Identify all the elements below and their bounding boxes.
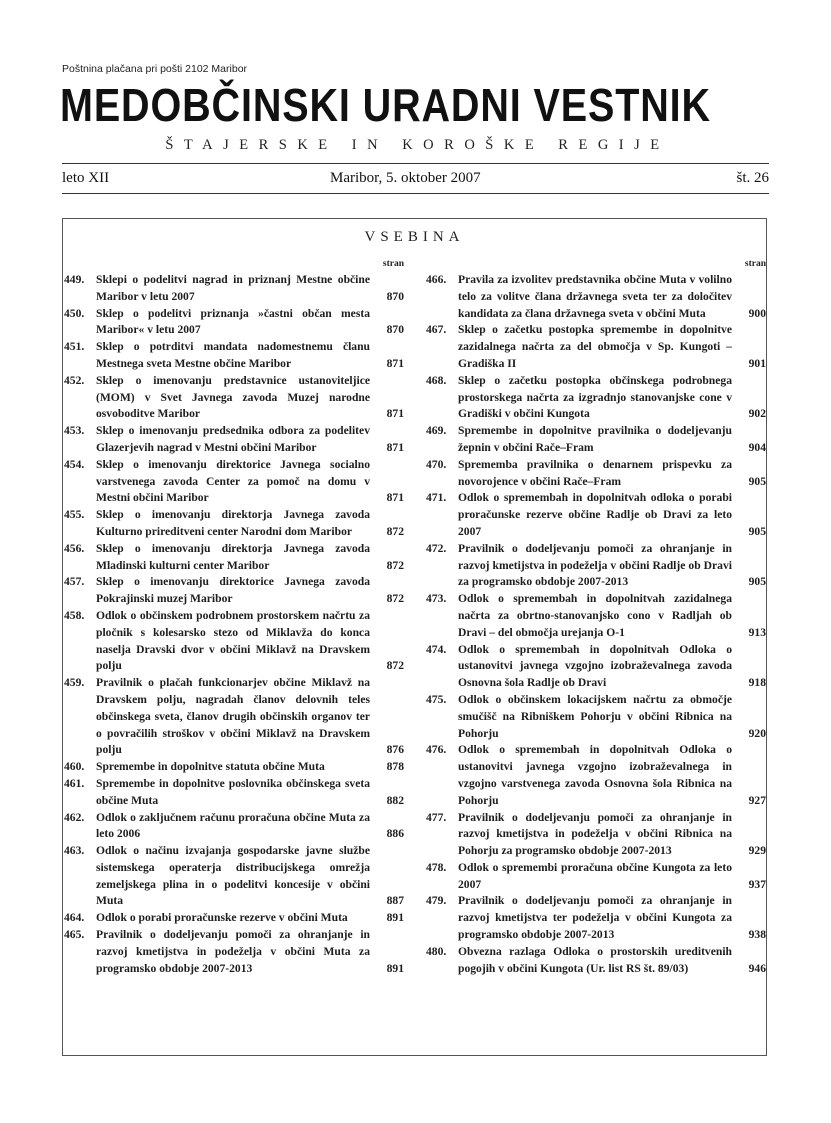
entry-number: 464. [64, 911, 85, 925]
entry-page: 872 [386, 524, 404, 538]
entry-title: Pravilnik o dodeljevanju pomoči za ohranjanje in razvoj kmetijstva in podeželja v občini Muta za programsko obdobje 2007-2013 [96, 928, 370, 975]
contents-entry [64, 927, 404, 977]
entry-page: 927 [748, 793, 766, 807]
entry-title: Sklep o imenovanju direktorja Javnega zavoda Mladinski kulturni center Maribor [96, 541, 370, 572]
entry-page: 882 [386, 793, 404, 807]
contents-entry [426, 457, 766, 491]
entry-number: 460. [64, 760, 85, 774]
entry-page: 938 [748, 928, 766, 942]
entry-page: 918 [748, 676, 766, 690]
entry-number: 475. [426, 692, 447, 706]
contents-entry [64, 574, 404, 608]
contents-entry [426, 490, 766, 540]
entry-number: 454. [64, 457, 85, 471]
contents-entry [426, 944, 766, 978]
issue-year: leto XII [62, 170, 110, 186]
entry-number: 462. [64, 810, 85, 824]
entry-number: 468. [426, 373, 447, 387]
entry-number: 477. [426, 810, 447, 824]
contents-entry [426, 541, 766, 591]
entry-number: 461. [64, 776, 85, 790]
entry-page: 872 [386, 558, 404, 572]
page-column-label: stran [744, 259, 766, 269]
contents-heading: VSEBINA [364, 229, 465, 245]
entry-number: 452. [64, 373, 85, 387]
entry-page: 901 [748, 356, 766, 370]
entry-page: 900 [748, 306, 766, 320]
contents-entry [426, 423, 766, 457]
contents-entry [426, 893, 766, 943]
contents-entry [64, 776, 404, 810]
entry-title: Odlok o občinskem podrobnem prostorskem načrtu za pločnik s kolesarsko stezo od Miklavža do konca naselja Dravski dvor v občini Miklavž na Dravskem polju [96, 608, 370, 673]
entry-title: Sklep o potrditvi mandata nadomestnemu članu Mestnega sveta Mestne občine Maribor [96, 340, 370, 370]
contents-entry [64, 423, 404, 457]
entry-title: Spremembe in dopolnitve pravilnika o dodeljevanju žepnin v občini Rače–Fram [458, 424, 732, 454]
entry-title: Spremembe in dopolnitve statuta občine Muta [96, 760, 325, 774]
entry-number: 469. [426, 424, 447, 438]
entry-page: 870 [386, 289, 404, 303]
entry-number: 463. [64, 844, 85, 858]
entry-title: Odlok o načinu izvajanja gospodarske javne službe sistemskega operaterja distribucijskega omrežja zemeljskega plina in o podelitvi koncesije v občini Muta [96, 844, 370, 908]
entry-page: 891 [386, 911, 404, 925]
entry-title: Sklep o začetku postopka občinskega podrobnega prostorskega načrta za izgradnjo stanovanjske cone v Gradiški v občini Kungota [458, 373, 732, 421]
entry-page: 870 [386, 323, 404, 337]
contents-entry [64, 843, 404, 910]
entry-title: Sprememba pravilnika o denarnem prispevku za novorojence v občini Rače–Fram [458, 457, 732, 488]
contents-entry [64, 306, 404, 340]
entry-number: 459. [64, 676, 85, 690]
entry-page: 905 [748, 524, 766, 538]
entry-page: 929 [748, 844, 766, 858]
contents-column-right [426, 258, 766, 977]
contents-column-left [64, 258, 404, 977]
entry-number: 470. [426, 457, 447, 471]
entry-title: Sklep o imenovanju predsednika odbora za podelitev Glazerjevih nagrad v Mestni občini Maribor [96, 424, 370, 454]
contents-entry [426, 810, 766, 860]
entry-title: Odlok o spremembah in dopolnitvah Odloka o ustanovitvi javnega vzgojno izobraževalnega in vzgojno varstvenega zavoda Osnovna šola Ribnica na Pohorju [458, 743, 732, 807]
entry-page: 876 [386, 743, 404, 757]
entry-number: 450. [64, 306, 85, 320]
entry-page: 871 [386, 440, 404, 454]
entry-number: 456. [64, 541, 85, 555]
contents-entry [64, 272, 404, 306]
contents-entry [426, 322, 766, 372]
entry-number: 471. [426, 491, 447, 505]
contents-entry [64, 373, 404, 423]
entry-page: 886 [386, 827, 404, 841]
entry-page: 887 [386, 894, 404, 908]
entry-title: Odlok o spremembah in dopolnitvah Odloka o ustanovitvi javnega vzgojno izobraževalnega zavoda Osnovna šola Radlje ob Dravi [458, 642, 732, 690]
entry-number: 467. [426, 323, 447, 337]
entry-number: 478. [426, 860, 447, 874]
entry-page: 891 [386, 961, 404, 975]
entry-title: Obvezna razlaga Odloka o prostorskih ureditvenih pogojih v občini Kungota (Ur. list RS št. 89/03) [458, 944, 732, 975]
entry-page: 904 [748, 440, 766, 454]
entry-title: Sklep o imenovanju direktorice Javnega socialno varstvenega zavoda Center za pomoč na domu v Mestni občini Maribor [96, 457, 370, 505]
entry-page: 905 [748, 474, 766, 488]
entry-title: Sklep o imenovanju predstavnice ustanoviteljice (MOM) v Svet Javnega zavoda Muzej narodne osvoboditve Maribor [96, 373, 370, 421]
entry-number: 473. [426, 592, 447, 606]
entry-page: 871 [386, 491, 404, 505]
masthead-title: MEDOBČINSKI URADNI VESTNIK [60, 79, 711, 131]
entry-number: 476. [426, 743, 447, 757]
contents-entry [426, 742, 766, 809]
contents-entry [64, 457, 404, 507]
contents-entry [426, 642, 766, 692]
entry-title: Pravilnik o dodeljevanju pomoči za ohranjanje in razvoj kmetijstva in podeželja v občini Ribnica na Pohorju za programsko obdobje 2007-2013 [458, 810, 732, 858]
entry-number: 455. [64, 508, 85, 522]
entry-page: 902 [748, 407, 766, 421]
entry-page: 905 [748, 575, 766, 589]
entry-number: 457. [64, 575, 85, 589]
entry-title: Sklepi o podelitvi nagrad in priznanj Mestne občine Maribor v letu 2007 [96, 273, 370, 303]
entry-page: 920 [748, 726, 766, 740]
entry-title: Sklep o imenovanju direktorice Javnega zavoda Pokrajinski muzej Maribor [96, 575, 370, 606]
entry-number: 479. [426, 894, 447, 908]
entry-title: Pravilnik o dodeljevanju pomoči za ohranjanje in razvoj kmetijstva in podeželja v občini Radlje ob Dravi za programsko obdobje 2007-2013 [458, 541, 732, 589]
entry-number: 449. [64, 273, 85, 286]
page-column-label: stran [382, 259, 404, 269]
entry-page: 872 [386, 592, 404, 606]
entry-page: 871 [386, 356, 404, 370]
contents-entry [64, 507, 404, 541]
postage-note: Poštnina plačana pri pošti 2102 Maribor [62, 63, 248, 75]
contents-entry [64, 541, 404, 575]
issue-number: št. 26 [736, 170, 769, 186]
entry-title: Odlok o spremembah in dopolnitvah zazidalnega načrta za obrtno-stanovanjsko cono v Radljah ob Dravi – del območja urejanja O-1 [458, 592, 732, 639]
contents-entry [64, 910, 404, 927]
entry-page: 878 [386, 760, 404, 774]
contents-entry [64, 810, 404, 844]
entry-page: 871 [386, 407, 404, 421]
contents-entry [426, 272, 766, 322]
entry-page: 872 [386, 659, 404, 673]
entry-title: Odlok o porabi proračunske rezerve v občini Muta [96, 911, 348, 925]
contents-list-right [426, 272, 766, 977]
entry-number: 465. [64, 928, 85, 942]
entry-number: 458. [64, 608, 85, 622]
entry-title: Odlok o občinskem lokacijskem načrtu za območje smučišč na Ribniškem Pohorju v občini Ribnica na Pohorju [458, 692, 732, 740]
contents-entry [426, 591, 766, 641]
entry-number: 451. [64, 340, 85, 354]
contents-entry [64, 608, 404, 675]
contents-entry [64, 759, 404, 776]
masthead-subtitle: ŠTAJERSKE IN KOROŠKE REGIJE [165, 137, 670, 153]
entry-number: 453. [64, 424, 85, 438]
entry-title: Sklep o podelitvi priznanja »častni občan mesta Maribor« v letu 2007 [96, 306, 370, 337]
entry-number: 466. [426, 273, 447, 286]
entry-number: 480. [426, 944, 447, 958]
contents-entry [426, 860, 766, 894]
entry-page: 937 [748, 877, 766, 891]
contents-entry [426, 692, 766, 742]
header-rule [62, 193, 769, 194]
entry-title: Pravilnik o plačah funkcionarjev občine Miklavž na Dravskem polju, nagradah članov delovnih teles občinskega sveta, članov drugih občinskih organov ter o povračilih stroškov v občini Miklavž na Dravskem polju [96, 676, 370, 757]
entry-number: 472. [426, 541, 447, 555]
entry-number: 474. [426, 642, 447, 656]
entry-page: 946 [748, 961, 766, 975]
entry-title: Odlok o spremembi proračuna občine Kungota za leto 2007 [458, 860, 732, 891]
top-rule [62, 163, 769, 164]
entry-page: 913 [748, 625, 766, 639]
contents-list-left [64, 272, 404, 977]
entry-title: Odlok o zaključnem računu proračuna občine Muta za leto 2006 [96, 810, 370, 841]
contents-entry [64, 339, 404, 373]
entry-title: Sklep o začetku postopka spremembe in dopolnitve zazidalnega načrta za del območja v Sp. Kungoti – Gradiška II [458, 323, 732, 370]
entry-title: Spremembe in dopolnitve poslovnika občinskega sveta občine Muta [96, 776, 370, 807]
issue-place-date: Maribor, 5. oktober 2007 [330, 170, 481, 186]
entry-title: Odlok o spremembah in dopolnitvah odloka o porabi proračunske rezerve občine Radlje ob Dravi za leto 2007 [458, 491, 732, 538]
entry-title: Pravilnik o dodeljevanju pomoči za ohranjanje in razvoj kmetijstva ter podeželja v občini Kungota za programsko obdobje 2007-2013 [458, 894, 732, 942]
entry-title: Pravila za izvolitev predstavnika občine Muta v volilno telo za volitve člana državnega sveta ter za določitev kandidata za člana državnega sveta v občini Muta [458, 273, 732, 320]
entry-title: Sklep o imenovanju direktorja Javnega zavoda Kulturno prireditveni center Narodni dom Maribor [96, 508, 370, 538]
contents-entry [64, 675, 404, 759]
contents-entry [426, 373, 766, 423]
